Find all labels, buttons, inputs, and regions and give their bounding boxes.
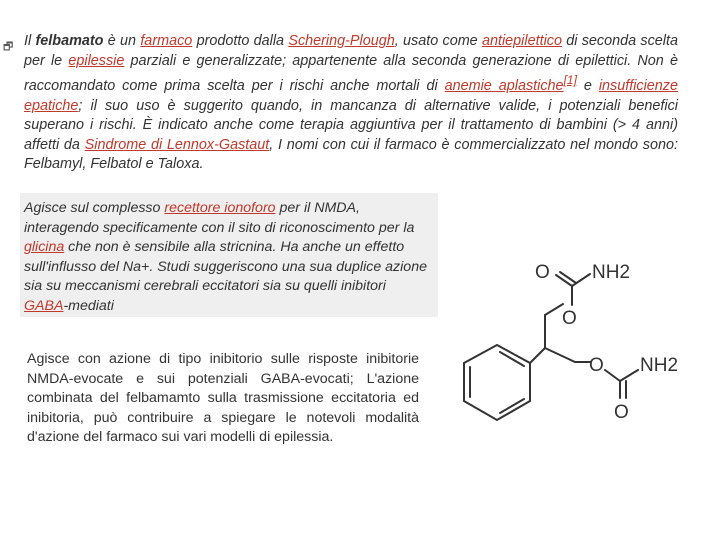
inhibitory-action-paragraph: Agisce con azione di tipo inibitorio sulle risposte inibitorie NMDA-evocate e sui potenziali GABA-evocati; L'azione combinata del felbamamto sulla trasmissione eccitatoria ed inibitoria, può contribuire a spiegare le notevoli modalità d'azione del farmaco sui vari modelli di epilessia. xyxy=(27,351,419,446)
intro-text: parziali e generalizzate; appartenente alla seconda generazione di epilettici. Non è raccomandato come prima scelta per i rischi anche mortali di xyxy=(24,52,678,94)
intro-text: e xyxy=(576,77,599,94)
atom-label: NH2 xyxy=(640,355,679,376)
intro-text: , usato come xyxy=(394,33,482,49)
intro-text: di seconda scelta per le xyxy=(24,33,678,69)
link-epilessie[interactable]: epilessie xyxy=(68,52,125,69)
reference-link[interactable]: [1] xyxy=(563,73,577,88)
link-insufficienze-epatiche[interactable]: insufficienze epatiche xyxy=(24,77,679,114)
bond xyxy=(545,304,563,315)
bond xyxy=(530,348,545,363)
bond xyxy=(620,370,638,381)
felbamate-structure-diagram xyxy=(440,240,720,440)
mechanism-text xyxy=(20,193,438,317)
benzene-ring xyxy=(464,345,530,420)
link-schering-plough[interactable]: Schering-Plough xyxy=(288,33,395,49)
atom-label: NH2 xyxy=(592,262,631,283)
intro-text: ; il suo uso è suggerito quando, in mancanza di alternative valide, i potenziali benefici superano i rischi. È indicato anche come terapia aggiuntiva per il trattamento di bambini (> 4 anni) affetti da xyxy=(24,97,678,153)
bond xyxy=(556,275,572,286)
bond xyxy=(545,348,575,362)
mechanism-text-part: Agisce sul complesso xyxy=(24,200,165,216)
mechanism-text-part: -mediati xyxy=(63,297,114,314)
intro-text: prodotto dalla xyxy=(192,33,289,49)
link-recettore-ionoforo[interactable]: recettore ionoforo xyxy=(164,200,276,216)
bond xyxy=(605,370,620,381)
intro-paragraph xyxy=(24,32,678,175)
link-glicina[interactable]: glicina xyxy=(24,239,65,256)
link-sindrome-lennox-gastaut[interactable]: Sindrome di Lennox-Gastaut xyxy=(84,136,270,153)
bond xyxy=(572,274,590,286)
link-gaba[interactable]: GABA xyxy=(24,297,64,314)
intro-text: è un xyxy=(103,33,141,49)
atom-label: O xyxy=(589,355,604,376)
link-anemie-aplastiche[interactable]: anemie aplastiche xyxy=(444,77,564,94)
drug-name: felbamato xyxy=(35,33,104,49)
atom-label: O xyxy=(535,262,550,283)
bullet-icon: 🗗 xyxy=(3,41,14,53)
mechanism-text-part: che non è sensibile alla stricnina. Ha anche un effetto sull'influsso del Na+. Studi suggeriscono una sua duplice azione sia su meccanismi cerebrali eccitatori sia su quelli inibitori xyxy=(24,239,427,295)
link-farmaco[interactable]: farmaco xyxy=(140,33,193,49)
carbonyl-double-bond xyxy=(560,272,576,283)
atom-label: O xyxy=(562,308,577,329)
intro-text: , I nomi con cui il farmaco è commercializzato nel mondo sono: Felbamyl, Felbatol e Taloxa. xyxy=(24,136,678,173)
link-antiepilettico[interactable]: antiepilettico xyxy=(481,33,562,49)
atom-label: O xyxy=(614,402,629,423)
mechanism-text-part: per il NMDA, interagendo specificamente con il sito di riconoscimento per la xyxy=(24,200,415,236)
intro-text: Il xyxy=(24,33,36,49)
mechanism-box xyxy=(20,193,438,317)
